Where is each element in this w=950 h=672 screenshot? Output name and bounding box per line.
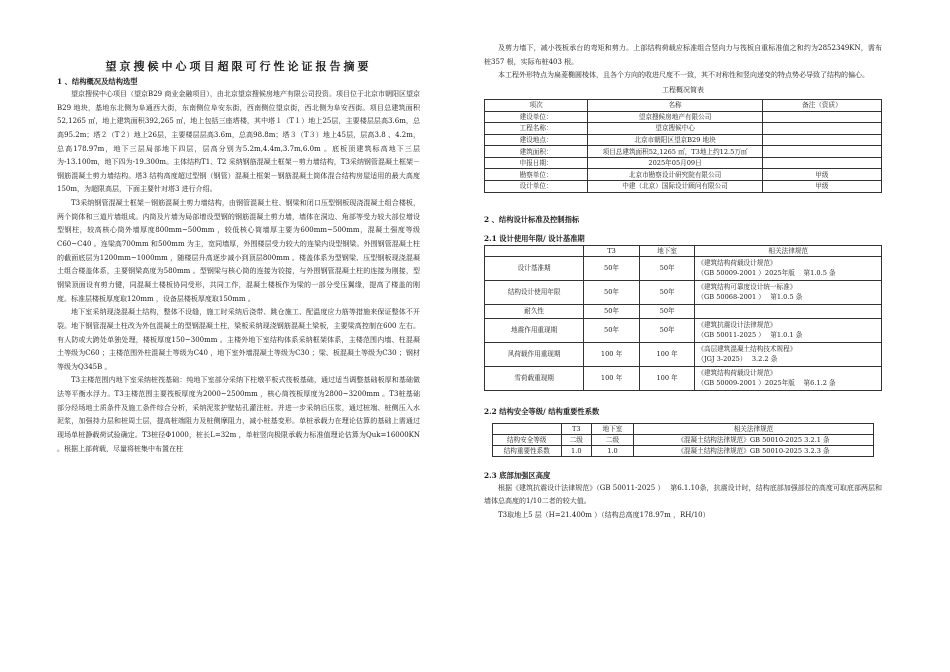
section-2-2-heading: 2.2 结构安全等级/ 结构重要性系数	[484, 406, 600, 416]
table-cell: 项目总建筑面积52,1265 ㎡，T3地上约12.5万㎡	[588, 146, 763, 158]
table-header-row	[492, 423, 873, 434]
table-cell: 结构重要性系数	[492, 445, 561, 456]
table-cell: 北京市朝阳区望京B29 地块	[588, 134, 763, 146]
document-title: 望京搜候中心项目超限可行性论证报告摘要	[105, 60, 372, 73]
table-header-cell	[485, 245, 584, 256]
code-line: （GB 50009-2001 ）2025年版 第6.1.2 条	[697, 379, 836, 388]
table-cell: 雪荷载重现期	[485, 366, 584, 390]
table-cell	[695, 342, 882, 366]
table-row	[485, 318, 882, 342]
table-cell	[695, 304, 882, 318]
table-header-cell: 备注（资质）	[762, 99, 881, 111]
table-cell: 勘察单位：	[485, 169, 588, 181]
table-header-row	[485, 99, 882, 111]
table-row	[485, 366, 882, 390]
table-row	[492, 445, 873, 456]
table-cell: 100 年	[639, 342, 695, 366]
table-cell: 建设地点：	[485, 134, 588, 146]
table-cell: 地震作用重现期	[485, 318, 584, 342]
table-cell: 50年	[639, 280, 695, 304]
table-row	[485, 123, 882, 135]
table-header-row	[485, 245, 882, 256]
paragraph: 地下室采纳现浇混凝土结构，整体不设缝，施工时采纳后浇带、跳仓施工、配温度应力筋等措施来保证整体不开裂。地下钢管混凝土柱改为外包混凝土的型钢混凝土柱，梁板采纳现浇钢筋混凝土梁板，主要梁高控制在600 左右。有人防或大跨处单独处理，楼板厚度150~300mm 。主楼外地下室结构体系采纳框架体系，主楼范围内墙、柱混凝土等级为C60 ；主楼范围外柱混凝土等级为C40 ，地下室外墙混凝土等级为C30 ；梁、板混凝土等级为C30 ；钢材等级为Q345B 。	[57, 308, 420, 371]
table-cell: 设计基准期	[485, 256, 584, 280]
code-line: （GB 50068-2001 ） 第1.0.5 条	[697, 293, 803, 302]
table-cell: 50年	[639, 256, 695, 280]
table-cell: 50年	[584, 280, 640, 304]
table-row	[485, 169, 882, 181]
table-cell: 50年	[584, 256, 640, 280]
paragraph: 本工程外形特点为扁菱椭圆棱体，且各个方向的收进尺度不一致，其不对称性和竖向递变的特点势必导致了结构的偏心。	[498, 71, 869, 80]
table-cell: 耐久性	[485, 304, 584, 318]
table-cell: 申报日期：	[485, 157, 588, 169]
table-row	[485, 111, 882, 123]
left-column	[57, 0, 420, 456]
section-2-heading: 2 、结构设计标准及控制指标	[484, 214, 580, 224]
overview-table	[484, 99, 882, 193]
table-cell: 北京市勘察设计研究院有限公司	[588, 169, 763, 181]
table-row	[485, 157, 882, 169]
right-column	[484, 0, 882, 523]
table-cell	[695, 366, 882, 390]
table-cell: 建设单位：	[485, 111, 588, 123]
table-cell	[695, 256, 882, 280]
table-header-cell: 相关法律规范	[633, 423, 873, 434]
table-cell: 设计单位：	[485, 181, 588, 193]
table-cell: 50年	[584, 318, 640, 342]
code-line: 《建筑抗震设计法律规范》	[697, 321, 777, 330]
table-header-cell: 相关法律规范	[695, 245, 882, 256]
paragraph: 根据《建筑抗震设计法律规范》（GB 50011-2025 ） 第6.1.10条，抗震设计时，结构底部加强部位的高度可取底部两层和墙体总高度的1/10二者的较大值。	[484, 483, 882, 506]
table-cell	[762, 111, 881, 123]
design-limits-table	[484, 245, 882, 391]
paragraph: T3取地上5 层（H=21.400m ）（结构总高度178.97m ，RH/10）	[498, 510, 710, 519]
table-header-cell	[492, 423, 561, 434]
section-2-3-heading: 2.3 底部加强区高度	[484, 470, 551, 480]
code-line: （GB 50009-2001 ）2025年版 第1.0.5 条	[697, 269, 836, 278]
table-cell: 二级	[561, 434, 591, 445]
safety-table	[492, 423, 874, 457]
table-cell	[695, 318, 882, 342]
table-header-cell: T3	[584, 245, 640, 256]
table-cell: 望京搜候房地产有限公司	[588, 111, 763, 123]
table-row	[485, 146, 882, 158]
table-cell: 50年	[639, 318, 695, 342]
table-cell: 结构安全等级	[492, 434, 561, 445]
table-cell: 望京搜候中心	[588, 123, 763, 135]
paragraph: T3采纳钢管混凝土框架－钢筋混凝土剪力墙结构，由钢管混凝土柱、钢梁和闭口压型钢板现浇混凝土组合楼板，两个筒体和三道片墙组成。内筒及片墙为局部增设型钢的钢筋混凝土剪力墙，墙体在洞边、角部等受力较大部位增设型钢柱，较高核心筒外墙厚度800mm~500mm ，较低核心筒墙厚主要为600mm~500mm，混凝土强度等级C60~C40 。连梁高700mm 和500mm 为主，宽同墙厚，外围楼层受力较大的连梁内设型钢梁。外围钢管混凝土柱的截面底层为1200mm~1000mm ，随楼层升高逐步减小到顶层800mm 。楼盖体系为型钢梁、压型钢板现浇混凝土组合楼盖体系，主要钢梁高度为580mm 。型钢梁与核心筒的连接为铰接，与外围钢管混凝土柱的连接为刚接，型钢梁顶面设有剪力键，同混凝土楼板协同受形，共同工作，混凝土楼板作为梁的一部分受压翼缘，提高了楼盖的刚度。标准层楼板厚度取120mm ，设备层楼板厚度取150mm 。	[57, 199, 420, 303]
code-line: 《建筑结构荷载设计规范》	[697, 259, 777, 268]
table-cell: 中建（北京）国际设计顾问有限公司	[588, 181, 763, 193]
code-line: 《建筑结构可靠度设计统一标准》	[697, 283, 797, 292]
table-header-cell: 地下室	[592, 423, 634, 434]
section-2-1-heading: 2.1 设计使用年限/ 设计基准期	[484, 233, 585, 243]
table-cell: 100 年	[639, 366, 695, 390]
table-cell: 50年	[639, 304, 695, 318]
table-cell: 1.0	[561, 445, 591, 456]
table-cell	[695, 280, 882, 304]
table-cell	[762, 146, 881, 158]
table-row	[485, 256, 882, 280]
table-cell	[762, 157, 881, 169]
table-cell: 甲级	[762, 181, 881, 193]
table-cell: 甲级	[762, 169, 881, 181]
table-cell: 100 年	[584, 366, 640, 390]
table-cell	[762, 134, 881, 146]
table-cell: 结构设计使用年限	[485, 280, 584, 304]
paragraph: T3主楼范围内地下室采纳桩筏基础：纯地下室部分采纳下柱墩平板式筏板基础，通过适当调整基础板厚和基础做法等平衡水浮力。T3主楼范围主要筏板厚度为2000~2500mm ，核心筒筏板厚度为2800~3200mm 。T3桩基础部分经场地土质条件及施工条件综合分析，采纳泥浆护壁钻孔灌注桩。并进一步采纳后压浆，通过桩端、桩侧压入水泥浆，加强持力层和桩周土层，提高桩端阻力及桩侧摩阻力，减小桩基变形。单桩承载力在理论估算的基础上需通过现场单桩静载荷试验确定。T3桩径Φ1000，桩长L=32m ，单桩竖向极限承载力标准值理论估算为Quk=16000KN 。根据上部荷载，尽量将桩集中布置在柱	[57, 376, 420, 453]
table-header-cell: T3	[561, 423, 591, 434]
section-1-heading: 1 、结构概况及结构选型	[57, 77, 138, 86]
table-cell: 《混凝土结构法律规范》GB 50010-2025 3.2.1 条	[633, 434, 873, 445]
table-row	[485, 181, 882, 193]
table-cell: 《混凝土结构法律规范》GB 50010-2025 3.2.3 条	[633, 445, 873, 456]
code-line: 《高层建筑混凝土结构技术规程》	[697, 345, 797, 354]
table-cell: 50年	[584, 304, 640, 318]
table-header-cell: 名称	[588, 99, 763, 111]
code-line: （JGJ 3-2025） 3.2.2 条	[697, 355, 778, 364]
table-cell: 2025年05月09日	[588, 157, 763, 169]
table-cell: 工程名称：	[485, 123, 588, 135]
paragraph: 及剪力墙下，减小筏板承台的弯矩和剪力。上部结构荷载应标准组合竖向力与筏板自重标准值之和约为2852349KN，需布桩357 根，实际布桩403 根。	[484, 44, 882, 66]
code-line: 《建筑结构荷载设计规范》	[697, 369, 777, 378]
table-header-cell: 地下室	[639, 245, 695, 256]
code-line: （GB 50011-2025 ） 第1.0.1 条	[697, 331, 803, 340]
table-row	[485, 280, 882, 304]
table-cell: 二级	[592, 434, 634, 445]
table-cell	[762, 123, 881, 135]
overview-table-caption: 工程概况简表	[662, 85, 704, 94]
paragraph: 望京搜侯中心项目（望京B29 商业金融项目），由北京望京搜候房地产有限公司投资。项目位于北京市朝阳区望京B29 地块，基地东北侧为阜通西大街，东南侧位阜安东街，西南侧位望京街，西北侧为阜安西街。项目总建筑面积52,1265 ㎡，地上建筑面积392,265 ㎡，地上包括三座塔楼，其中塔１（T１）地上25层，主要楼层层高3.6m，总高95.2m；塔２（T２）地上26层，主要楼层层高3.6m，总高98.8m；塔３（T３）地上45层，层高3.8 、4.2m，总高178.97m，地下三层局部地下四层，层高分别为5.2m,4.4m,3.7m,6.0m 。底板顶建筑标高地下三层为-13.100m，地下四为-19.300m。主体结构T1、T2 采纳钢筋混凝土框架－剪力墙结构，T3采纳钢管混凝土框架－ 钢筋混凝土剪力墙结构。塔3 结构高度超过型钢（钢管）混凝土框架－钢筋混凝土筒体混合结构房屋适用的最大高度150m，为超限高层，下面主要针对塔3 进行介绍。	[57, 90, 420, 194]
table-cell: 建筑面积：	[485, 146, 588, 158]
table-row	[485, 134, 882, 146]
table-cell: 1.0	[592, 445, 634, 456]
table-cell: 风荷载作用重现期	[485, 342, 584, 366]
table-row	[485, 342, 882, 366]
table-row	[485, 304, 882, 318]
table-header-cell: 项次	[485, 99, 588, 111]
table-cell: 100 年	[584, 342, 640, 366]
table-row	[492, 434, 873, 445]
